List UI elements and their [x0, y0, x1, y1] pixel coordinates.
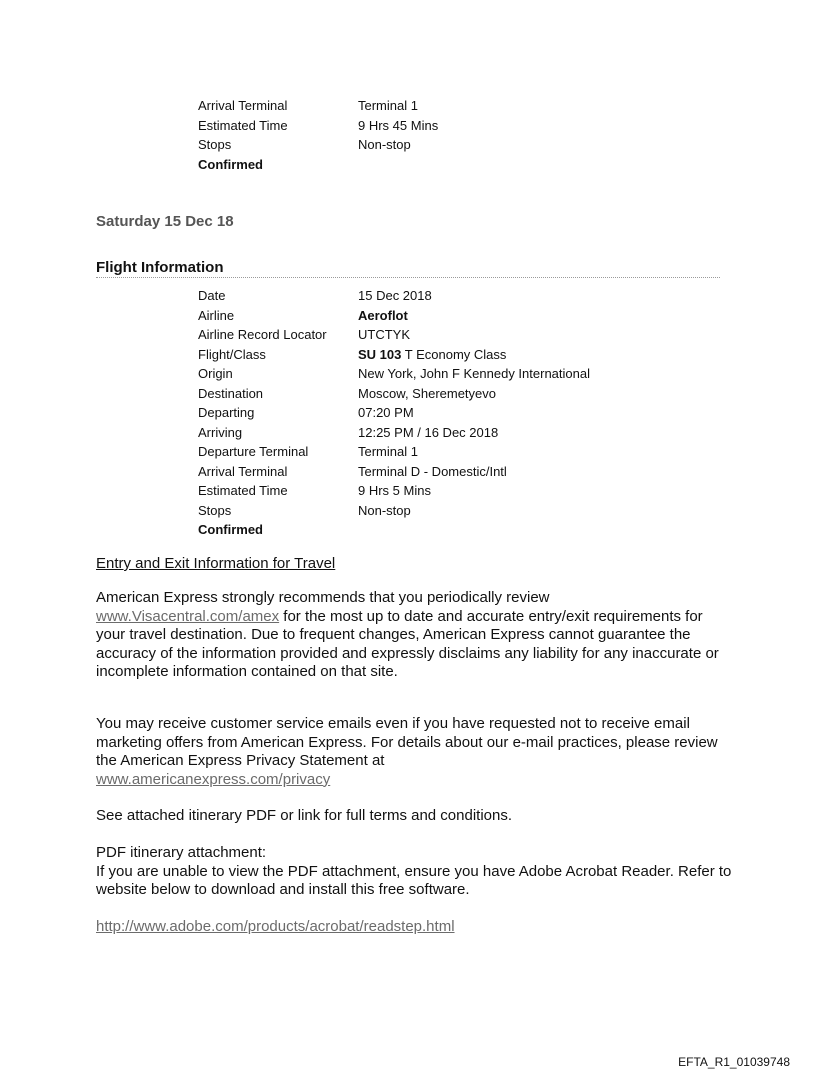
detail-row-departure-terminal	[198, 442, 590, 462]
detail-row-date	[198, 286, 590, 306]
record-locator-value: UTCTYK	[358, 327, 410, 342]
record-locator-label: Airline Record Locator	[198, 327, 327, 342]
entry-exit-text-before: American Express strongly recommends that you periodically review	[96, 589, 550, 606]
departure-terminal-label: Departure Terminal	[198, 444, 309, 459]
status-row	[198, 520, 590, 540]
adobe-link-line	[96, 918, 736, 937]
estimated-time-value: 9 Hrs 5 Mins	[358, 483, 431, 498]
privacy-paragraph	[96, 715, 736, 789]
cabin-class: T Economy Class	[404, 346, 507, 362]
origin-label: Origin	[198, 366, 233, 381]
day-heading: Saturday 15 Dec 18	[96, 213, 234, 230]
flight-information-details	[198, 286, 590, 540]
detail-row-stops	[198, 501, 590, 521]
detail-row-flight-class	[198, 345, 590, 365]
detail-row-stops	[198, 135, 438, 155]
airline-label: Airline	[198, 307, 235, 323]
detail-row-arrival-terminal	[198, 462, 590, 482]
flight-number: SU 103	[358, 346, 402, 362]
arrival-terminal-value: Terminal D - Domestic/Intl	[358, 463, 507, 479]
detail-row-arrival-terminal	[198, 96, 438, 116]
stops-label: Stops	[198, 502, 232, 518]
detail-label: Stops	[198, 137, 232, 152]
arriving-value: 12:25 PM / 16 Dec 2018	[358, 424, 499, 440]
previous-flight-details	[198, 96, 438, 174]
date-value: 15 Dec 2018	[358, 288, 432, 303]
status-row	[198, 155, 438, 175]
status-confirmed: Confirmed	[198, 522, 263, 537]
destination-label: Destination	[198, 385, 264, 401]
adobe-reader-link[interactable]: http://www.adobe.com/products/acrobat/readstep.html	[96, 918, 455, 935]
pdf-heading: PDF itinerary attachment:	[96, 844, 267, 861]
detail-row-airline	[198, 306, 590, 326]
arriving-label: Arriving	[198, 424, 243, 440]
entry-exit-heading: Entry and Exit Information for Travel	[96, 555, 336, 572]
origin-value: New York, John F Kennedy International	[358, 366, 590, 381]
pdf-attachment-section	[96, 844, 736, 900]
detail-row-origin	[198, 364, 590, 384]
document-id: EFTA_R1_01039748	[678, 1055, 790, 1069]
departing-value: 07:20 PM	[358, 405, 414, 420]
flight-class-label: Flight/Class	[198, 346, 266, 362]
stops-value: Non-stop	[358, 502, 411, 518]
privacy-text: You may receive customer service emails even if you have requested not to receive email marketing offers from American Express. For details about our e-mail practices, please review the American Express Privacy Statement at	[96, 715, 718, 769]
arrival-terminal-label: Arrival Terminal	[198, 463, 288, 479]
privacy-link[interactable]: www.americanexpress.com/privacy	[96, 770, 331, 788]
visacentral-link[interactable]: www.Visacentral.com/amex	[96, 607, 280, 625]
departing-label: Departing	[198, 405, 255, 420]
destination-value: Moscow, Sheremetyevo	[358, 385, 497, 401]
departure-terminal-value: Terminal 1	[358, 444, 418, 459]
detail-row-record-locator	[198, 325, 590, 345]
detail-row-estimated-time	[198, 481, 590, 501]
detail-label: Arrival Terminal	[198, 98, 288, 113]
attached-itinerary-note: See attached itinerary PDF or link for full terms and conditions.	[96, 807, 513, 824]
detail-row-destination	[198, 384, 590, 404]
detail-row-arriving	[198, 423, 590, 443]
detail-row-departing	[198, 403, 590, 423]
pdf-instructions: If you are unable to view the PDF attachment, ensure you have Adobe Acrobat Reader. Refer to website below to download and install this free software.	[96, 862, 732, 898]
airline-value: Aeroflot	[358, 307, 408, 323]
flight-class-value	[358, 345, 506, 365]
detail-row-estimated-time	[198, 116, 438, 136]
detail-label: Estimated Time	[198, 117, 288, 133]
estimated-time-label: Estimated Time	[198, 483, 288, 498]
detail-value: 9 Hrs 45 Mins	[358, 117, 439, 133]
entry-exit-paragraph	[96, 589, 736, 682]
detail-value: Terminal 1	[358, 98, 418, 113]
flight-information-title: Flight Information	[96, 259, 720, 278]
entry-exit-text-after: for the most up to date and accurate entry/exit requirements for your travel destination. Due to frequent changes, American Express cannot guarantee the accuracy of the information provided and expressly disclaims any liability for any inaccurate or incomplete information contained on that site.	[96, 607, 719, 680]
status-confirmed: Confirmed	[198, 156, 263, 172]
date-label: Date	[198, 288, 226, 303]
detail-value: Non-stop	[358, 137, 411, 152]
